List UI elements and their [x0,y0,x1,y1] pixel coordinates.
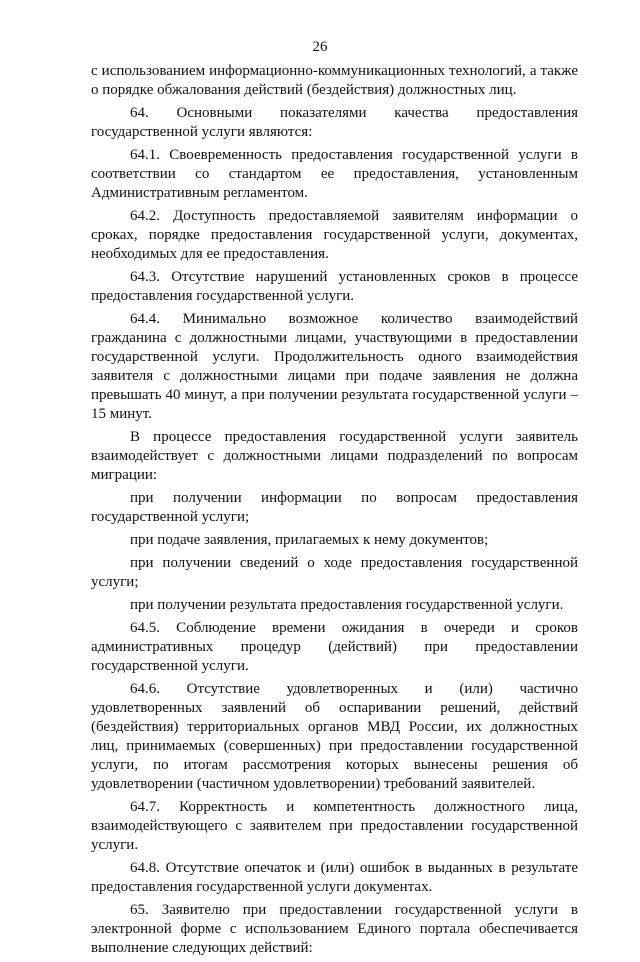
paragraph: 64.8. Отсутствие опечаток и (или) ошибок в выданных в результате предоставления государственной услуги документах. [91,860,578,895]
paragraph: 64.2. Доступность предоставляемой заявителям информации о сроках, порядке предоставления государственной услуги, документах, необходимых для ее предоставления. [91,208,578,262]
paragraph: при получении сведений о ходе предоставления государственной услуги; [91,555,578,590]
paragraph: 64.5. Соблюдение времени ожидания в очереди и сроков административных процедур (действий) при предоставлении государственной услуги. [91,620,578,674]
paragraph: 64.4. Минимально возможное количество взаимодействий гражданина с должностными лицами, участвующими в предоставлении государственной услуги. Продолжительность одного взаимодействия заявителя с должностными лицами при подаче заявления не должна превышать 40 минут, а при получении результата государственной услуги – 15 минут. [91,311,578,422]
paragraph: 64.7. Корректность и компетентность должностного лица, взаимодействующего с заявителем при предоставлении государственной услуги. [91,799,578,853]
paragraph: 64.3. Отсутствие нарушений установленных сроков в процессе предоставления государственной услуги. [91,269,578,304]
paragraph: 64. Основными показателями качества предоставления государственной услуги являются: [91,105,578,140]
paragraph: при получении информации по вопросам предоставления государственной услуги; [91,490,578,525]
page-number: 26 [312,39,328,55]
paragraph: В процессе предоставления государственной услуги заявитель взаимодействует с должностными лицами подразделений по вопросам миграции: [91,429,578,483]
paragraph: с использованием информационно-коммуникационных технологий, а также о порядке обжалования действий (бездействия) должностных лиц. [91,63,578,98]
paragraph: 64.1. Своевременность предоставления государственной услуги в соответствии со стандартом ее предоставления, установленным Административным регламентом. [91,147,578,201]
paragraph: при подаче заявления, прилагаемых к нему документов; [130,532,489,548]
paragraph: при получении результата предоставления государственной услуги. [130,597,564,613]
document-body [91,62,578,962]
paragraph: 64.6. Отсутствие удовлетворенных и (или) частично удовлетворенных заявлений об оспаривании решений, действий (бездействия) территориальных органов МВД России, их должностных лиц, принимаемых (совершенных) при предоставлении государственной услуги, по итогам рассмотрения которых вынесены решения об удовлетворении (частичном удовлетворении) требований заявителей. [91,681,578,792]
paragraph: 65. Заявителю при предоставлении государственной услуги в электронной форме с использованием Единого портала обеспечивается выполнение следующих действий: [91,902,578,956]
